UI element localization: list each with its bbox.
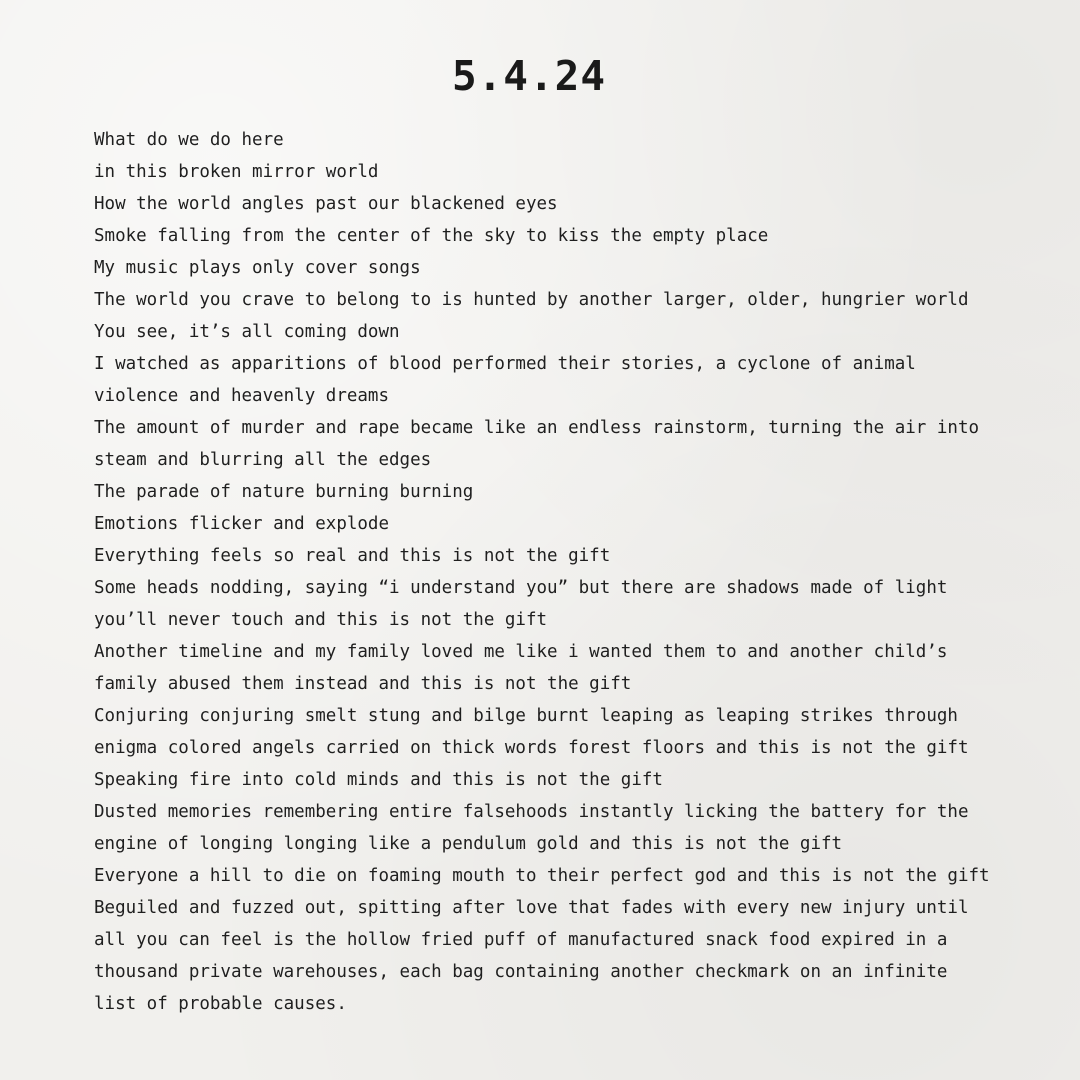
poem-line: steam and blurring all the edges — [94, 450, 432, 470]
poem-line: Smoke falling from the center of the sky to kiss the empty place — [94, 226, 769, 246]
poem-line: The parade of nature burning burning — [94, 482, 474, 502]
poem-line: Everything feels so real and this is not the gift — [94, 546, 611, 566]
poem-title: 5.4.24 — [451, 52, 607, 100]
poem-line: Another timeline and my family loved me like i wanted them to and another child’s — [94, 642, 948, 662]
poem-line: I watched as apparitions of blood performed their stories, a cyclone of animal — [94, 354, 916, 374]
poem-line: Beguiled and fuzzed out, spitting after love that fades with every new injury until — [94, 898, 969, 918]
poem-line: all you can feel is the hollow fried puff of manufactured snack food expired in a — [94, 930, 948, 950]
poem-line: Dusted memories remembering entire falsehoods instantly licking the battery for the — [94, 802, 969, 822]
poem-line: Conjuring conjuring smelt stung and bilge burnt leaping as leaping strikes through — [94, 706, 958, 726]
poem-line: engine of longing longing like a pendulum gold and this is not the gift — [94, 834, 843, 854]
poem-line: What do we do here — [94, 130, 284, 150]
poem-line: Some heads nodding, saying “i understand you” but there are shadows made of light — [94, 578, 948, 598]
poem-line: violence and heavenly dreams — [94, 386, 390, 406]
poem-line: enigma colored angels carried on thick words forest floors and this is not the gift — [94, 738, 969, 758]
poem-line: How the world angles past our blackened eyes — [94, 194, 558, 214]
poem-body — [94, 124, 994, 1020]
poem-line: in this broken mirror world — [94, 162, 379, 182]
poem-line: You see, it’s all coming down — [94, 322, 400, 342]
poem-line: Speaking fire into cold minds and this is not the gift — [94, 770, 663, 790]
poem-line: The amount of murder and rape became like an endless rainstorm, turning the air into — [94, 418, 980, 438]
poem-line: The world you crave to belong to is hunted by another larger, older, hungrier world — [94, 290, 969, 310]
poem-line: thousand private warehouses, each bag containing another checkmark on an infinite — [94, 962, 948, 982]
poem-line: My music plays only cover songs — [94, 258, 421, 278]
poem-line: Emotions flicker and explode — [94, 514, 390, 534]
poem-line: list of probable causes. — [94, 994, 347, 1014]
poem-line: family abused them instead and this is not the gift — [94, 674, 632, 694]
poem-line: Everyone a hill to die on foaming mouth to their perfect god and this is not the gift — [94, 866, 990, 886]
poem-line: you’ll never touch and this is not the gift — [94, 610, 548, 630]
